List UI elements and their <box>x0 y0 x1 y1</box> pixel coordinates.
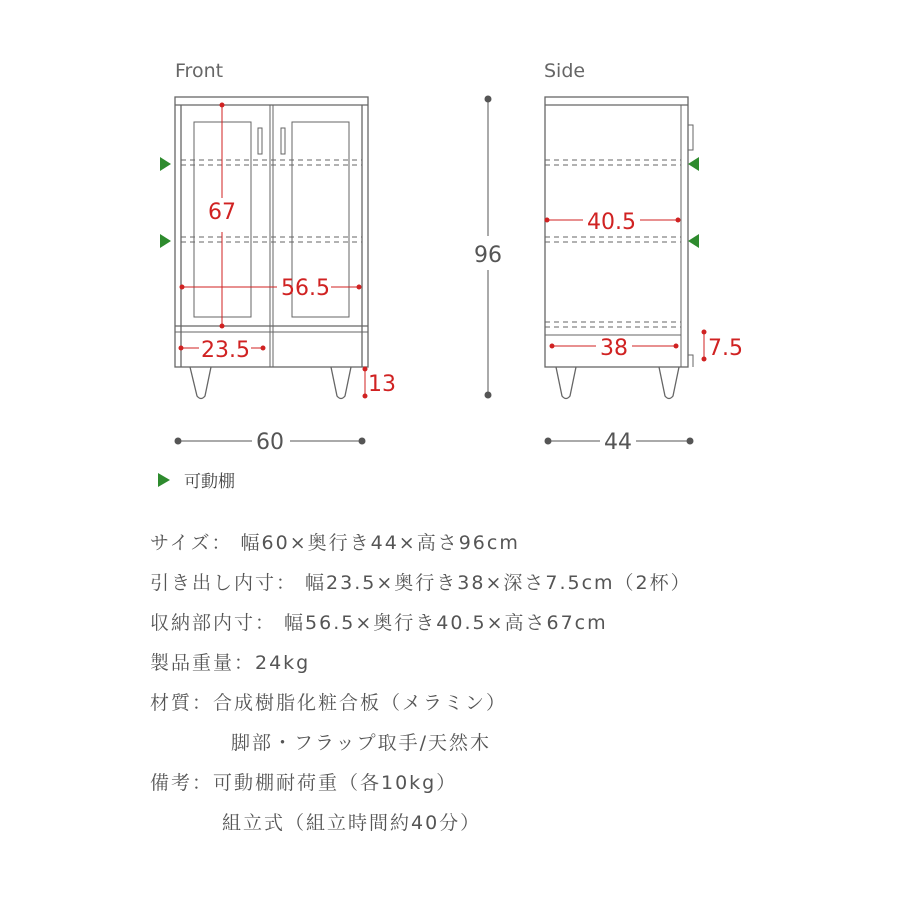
spec-storage-inner: 収納部内寸： 幅56.5×奥行き40.5×高さ67cm <box>150 612 608 634</box>
legend <box>158 467 235 492</box>
spec-material-legs: 脚部・フラップ取手/天然木 <box>231 732 492 754</box>
shelf-marker-icon <box>160 157 171 171</box>
spec-weight: 製品重量：24kg <box>150 652 311 674</box>
leg-right <box>659 367 679 399</box>
spec-drawer-inner: 引き出し内寸： 幅23.5×奥行き38×深さ7.5cm（2杯） <box>150 572 692 594</box>
dim-overall-width: 60 <box>256 430 284 455</box>
dim-inner-depth: 40.5 <box>587 210 636 235</box>
spec-material: 材質：合成樹脂化粧合板（メラミン） <box>150 692 508 714</box>
door-handle-right <box>281 128 285 154</box>
spec-list <box>150 523 692 843</box>
dim-inner-height: 67 <box>208 200 236 225</box>
dim-drawer-height: 7.5 <box>708 336 743 361</box>
triangle-marker-icon <box>158 473 170 487</box>
shelf-marker-icon <box>688 157 699 171</box>
dim-leg-height: 13 <box>368 372 396 397</box>
shelf-marker-icon <box>160 234 171 248</box>
handle-profile <box>688 125 693 150</box>
spec-size: サイズ： 幅60×奥行き44×高さ96cm <box>150 532 520 554</box>
front-view-label: Front <box>175 60 224 82</box>
dim-overall-depth: 44 <box>604 430 632 455</box>
spec-assembly: 組立式（組立時間約40分） <box>222 812 482 834</box>
spec-notes: 備考：可動棚耐荷重（各10kg） <box>150 772 458 794</box>
door-handle-left <box>258 128 262 154</box>
leg-left <box>556 367 576 399</box>
side-view-label: Side <box>544 60 586 82</box>
dim-drawer-width: 23.5 <box>201 338 250 363</box>
side-dimensions <box>545 210 744 362</box>
dim-inner-width: 56.5 <box>281 276 330 301</box>
shelf-marker-icon <box>688 234 699 248</box>
dim-drawer-depth: 38 <box>600 336 628 361</box>
legend-label: 可動棚 <box>184 472 235 492</box>
leg-left <box>190 367 211 399</box>
leg-right <box>331 367 351 399</box>
dim-overall-height: 96 <box>474 243 502 268</box>
front-dimensions <box>179 103 397 399</box>
